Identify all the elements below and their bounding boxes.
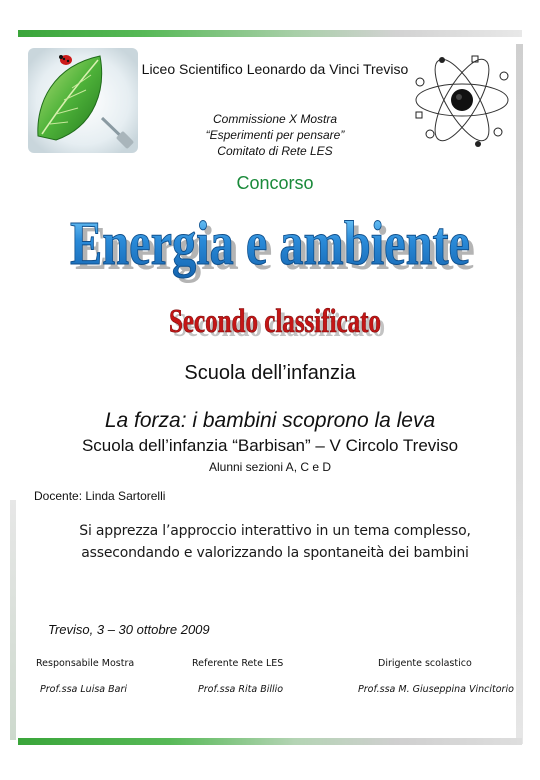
contest-title [60, 198, 480, 288]
school-heading: Liceo Scientifico Leonardo da Vinci Treviso [141, 61, 409, 77]
commission-line-1: Commissione X Mostra [212, 112, 338, 126]
signature-name-1: Prof.ssa Luisa Bari [40, 684, 128, 695]
frame-bar-bottom [18, 738, 522, 745]
contest-label: Concorso [236, 173, 314, 193]
signature-name-2: Prof.ssa Rita Billio [198, 684, 284, 695]
contest-title-shadow: Energia e ambiente [75, 215, 475, 283]
school-name: Scuola dell’infanzia “Barbisan” – V Circolo Treviso [81, 436, 459, 455]
frame-bar-top [18, 30, 522, 37]
award-text: Secondo classificato [169, 303, 381, 340]
frame-bar-right [516, 44, 523, 744]
category: Scuola dell’infanzia [184, 362, 356, 384]
signature-role-3: Dirigente scolastico [378, 658, 472, 669]
classes: Alunni sezioni A, C e D [208, 460, 332, 474]
date: Treviso, 3 – 30 ottobre 2009 [48, 622, 210, 637]
award-shadow: Secondo classificato [173, 307, 385, 344]
atom-icon [412, 52, 512, 152]
signature-role-1: Responsabile Mostra [36, 658, 135, 669]
teacher: Docente: Linda Sartorelli [34, 489, 166, 503]
leaf-ladybug-icon [28, 48, 138, 153]
motivation: Si apprezza l’approccio interattivo in un tema complesso, assecondando e valorizzando la spontaneità dei bambini [79, 523, 471, 561]
contest-title-text: Energia e ambiente [70, 210, 470, 278]
commission-line-2: “Esperimenti per pensare” [205, 128, 345, 142]
frame-bar-left [10, 500, 16, 740]
signature-name-3: Prof.ssa M. Giuseppina Vincitorio [358, 684, 514, 695]
commission-block [140, 111, 410, 159]
project-title: La forza: i bambini scoprono la leva [104, 409, 436, 432]
award-title [160, 296, 390, 344]
signature-role-2: Referente Rete LES [192, 658, 284, 669]
commission-line-3: Comitato di Rete LES [217, 144, 333, 158]
